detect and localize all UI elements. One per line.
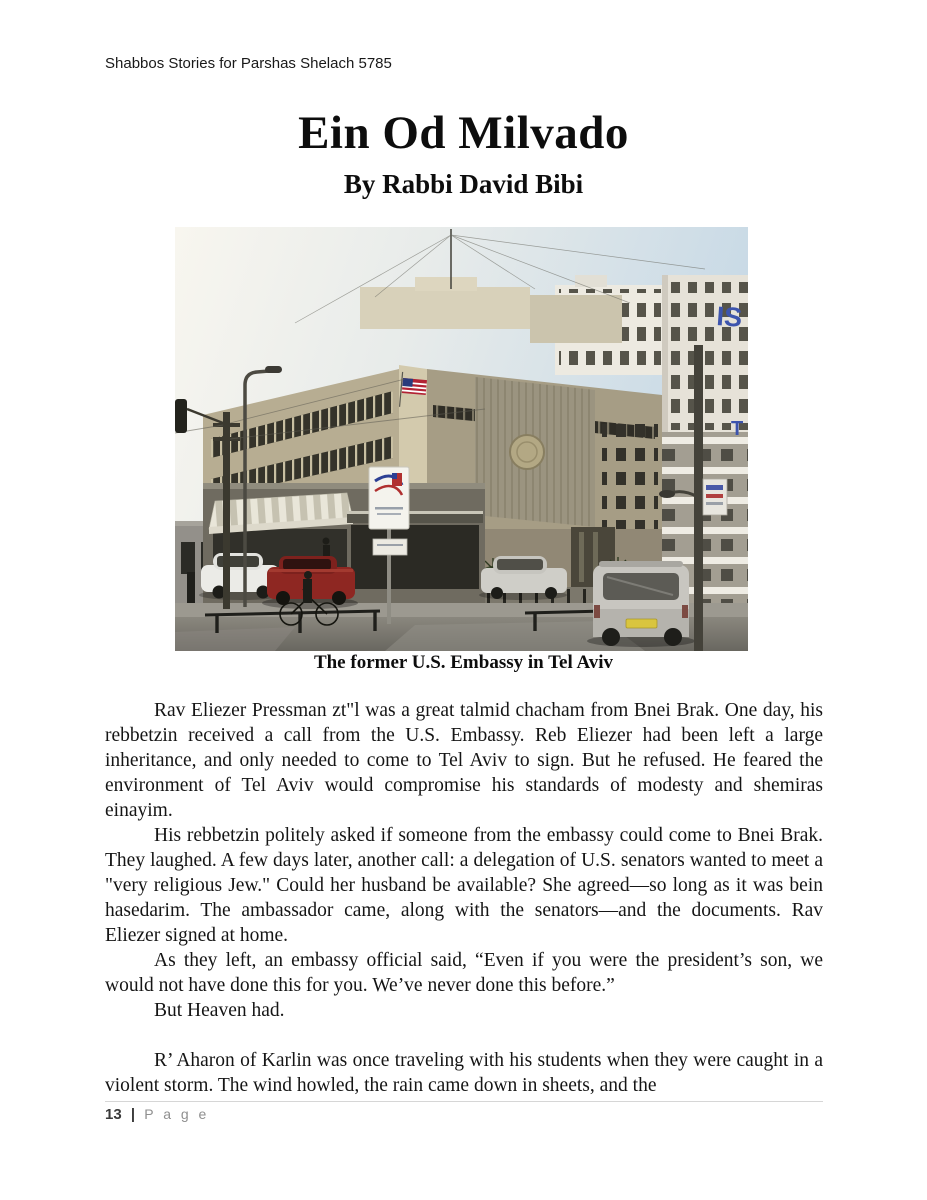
silver-hatchback — [587, 561, 695, 647]
embassy-seal — [510, 435, 544, 469]
footer-page-label: P a g e — [144, 1106, 210, 1122]
license-plate — [626, 619, 657, 628]
embassy-photo-illustration — [175, 227, 748, 651]
traffic-light — [175, 399, 187, 433]
photo-caption: The former U.S. Embassy in Tel Aviv — [313, 652, 614, 673]
footer-divider — [105, 1101, 823, 1102]
page-title: Ein Od Milvado — [298, 107, 629, 159]
footer-separator: | — [130, 1106, 136, 1123]
body-text — [105, 698, 823, 1098]
paragraph: But Heaven had. — [154, 1000, 285, 1021]
paragraph: Rav Eliezer Pressman zt"l was a great talmid chacham from Bnei Brak. One day, his rebbetzin received a call from the U.S. Embassy. Reb Eliezer had been left a large inheritance, and only needed to come to Tel Aviv to sign. But he refused. He feared the environment of Tel Aviv would compromise his standards of modesty and shemiras einayim. — [105, 700, 823, 821]
paragraph: R’ Aharon of Karlin was once traveling with his students when they were caught in a violent storm. The wind howled, the rain came down in sheets, and the — [105, 1050, 823, 1096]
page-header: Shabbos Stories for Parshas Shelach 5785 — [105, 55, 392, 72]
building-sign-text: IS — [715, 301, 744, 333]
embassy-photo — [175, 227, 748, 651]
page-footer — [105, 1106, 822, 1123]
footer-page-number: 13 — [105, 1106, 122, 1123]
flat-canopy — [347, 513, 483, 523]
page-subtitle: By Rabbi David Bibi — [343, 169, 584, 199]
paragraph: His rebbetzin politely asked if someone from the embassy could come to Bnei Brak. They laughed. A few days later, another call: a delegation of U.S. senators wanted to meet a "very religious Jew." Could her husband be available? She agreed—so long as it was bein hasedarim. The ambassador came, along with the senators—and the documents. Rav Eliezer signed at home. — [105, 825, 823, 946]
paragraph: As they left, an embassy official said, “Even if you were the president’s son, we would not have done this for you. We’ve never done this before.” — [105, 950, 823, 996]
building-sign-text-2: T — [731, 418, 744, 440]
